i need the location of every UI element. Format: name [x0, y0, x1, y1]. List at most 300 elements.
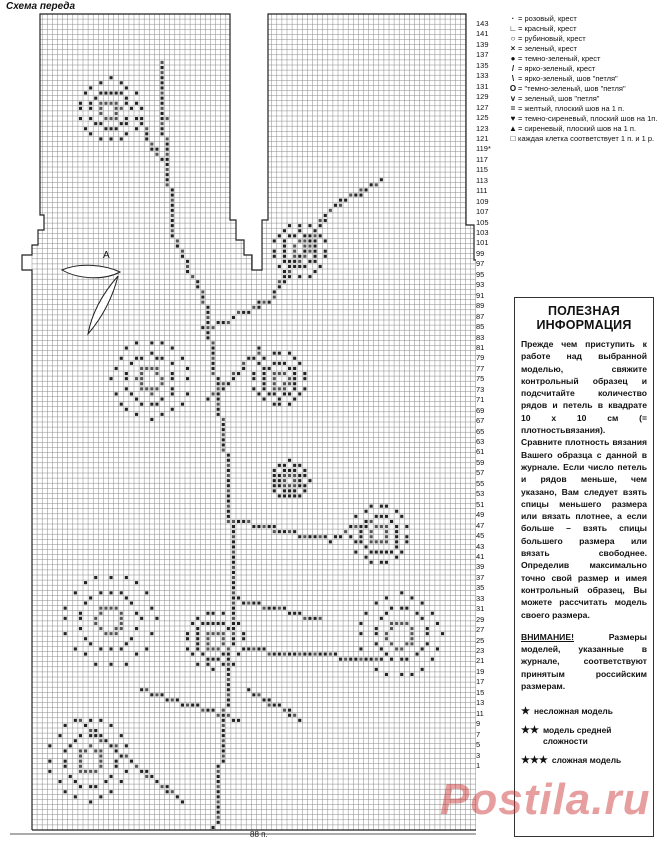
- filled-stitch-cell: [314, 234, 317, 237]
- filled-stitch-cell: [171, 377, 174, 380]
- filled-stitch-cell: [283, 494, 286, 497]
- filled-stitch-cell: [293, 250, 296, 253]
- filled-stitch-cell: [217, 800, 220, 803]
- filled-stitch-cell: [217, 647, 220, 650]
- filled-stitch-cell: [232, 586, 235, 589]
- filled-stitch-cell: [145, 132, 148, 135]
- filled-stitch-cell: [263, 372, 266, 375]
- filled-stitch-cell: [69, 775, 72, 778]
- filled-stitch-cell: [375, 627, 378, 630]
- filled-stitch-cell: [319, 234, 322, 237]
- filled-stitch-cell: [227, 658, 230, 661]
- legend-item: [508, 54, 658, 64]
- filled-stitch-cell: [64, 760, 67, 763]
- filled-stitch-cell: [206, 632, 209, 635]
- filled-stitch-cell: [431, 612, 434, 615]
- filled-stitch-cell: [59, 734, 62, 737]
- filled-stitch-cell: [171, 204, 174, 207]
- filled-stitch-cell: [150, 341, 153, 344]
- filled-stitch-cell: [161, 66, 164, 69]
- filled-stitch-cell: [232, 520, 235, 523]
- row-number: 101: [476, 238, 489, 248]
- filled-stitch-cell: [365, 658, 368, 661]
- filled-stitch-cell: [293, 489, 296, 492]
- filled-stitch-cell: [273, 382, 276, 385]
- filled-stitch-cell: [400, 647, 403, 650]
- filled-stitch-cell: [278, 265, 281, 268]
- filled-stitch-cell: [288, 265, 291, 268]
- filled-stitch-cell: [405, 622, 408, 625]
- filled-stitch-cell: [227, 484, 230, 487]
- filled-stitch-cell: [370, 505, 373, 508]
- filled-stitch-cell: [135, 102, 138, 105]
- filled-stitch-cell: [400, 607, 403, 610]
- filled-stitch-cell: [99, 81, 102, 84]
- filled-stitch-cell: [385, 551, 388, 554]
- filled-stitch-cell: [155, 153, 158, 156]
- filled-stitch-cell: [64, 617, 67, 620]
- filled-stitch-cell: [339, 204, 342, 207]
- filled-stitch-cell: [135, 92, 138, 95]
- filled-stitch-cell: [354, 515, 357, 518]
- filled-stitch-cell: [115, 107, 118, 110]
- filled-stitch-cell: [89, 729, 92, 732]
- filled-stitch-cell: [314, 255, 317, 258]
- filled-stitch-cell: [79, 719, 82, 722]
- filled-stitch-cell: [303, 239, 306, 242]
- filled-stitch-cell: [278, 234, 281, 237]
- filled-stitch-cell: [273, 479, 276, 482]
- filled-stitch-cell: [303, 535, 306, 538]
- filled-stitch-cell: [217, 770, 220, 773]
- filled-stitch-cell: [314, 245, 317, 248]
- filled-stitch-cell: [222, 637, 225, 640]
- open-circle-symbol: O: [509, 84, 517, 93]
- filled-stitch-cell: [232, 372, 235, 375]
- filled-stitch-cell: [278, 403, 281, 406]
- filled-stitch-cell: [283, 245, 286, 248]
- filled-stitch-cell: [161, 785, 164, 788]
- filled-stitch-cell: [120, 612, 123, 615]
- row-number: 77: [476, 363, 485, 373]
- filled-stitch-cell: [324, 219, 327, 222]
- legend-text: = ярко-зеленый, шов "петля": [518, 74, 618, 83]
- filled-stitch-cell: [104, 739, 107, 742]
- filled-stitch-cell: [232, 377, 235, 380]
- filled-stitch-cell: [120, 617, 123, 620]
- filled-stitch-cell: [176, 239, 179, 242]
- filled-stitch-cell: [227, 500, 230, 503]
- filled-stitch-cell: [257, 362, 260, 365]
- filled-stitch-cell: [247, 602, 250, 605]
- filled-stitch-cell: [99, 765, 102, 768]
- filled-stitch-cell: [206, 663, 209, 666]
- filled-stitch-cell: [421, 617, 424, 620]
- filled-stitch-cell: [278, 285, 281, 288]
- slash-symbol: /: [511, 64, 515, 73]
- filled-stitch-cell: [79, 627, 82, 630]
- filled-stitch-cell: [145, 591, 148, 594]
- filled-stitch-cell: [222, 744, 225, 747]
- filled-stitch-cell: [166, 173, 169, 176]
- filled-stitch-cell: [293, 357, 296, 360]
- filled-stitch-cell: [359, 194, 362, 197]
- row-number: 121: [476, 133, 489, 143]
- row-number: 137: [476, 50, 489, 60]
- filled-stitch-cell: [115, 392, 118, 395]
- filled-stitch-cell: [263, 698, 266, 701]
- square-symbol: □: [510, 134, 516, 143]
- filled-stitch-cell: [222, 443, 225, 446]
- filled-stitch-cell: [150, 143, 153, 146]
- filled-stitch-cell: [390, 642, 393, 645]
- star-icon: ★: [521, 706, 530, 718]
- row-number: 97: [476, 259, 485, 269]
- filled-stitch-cell: [283, 469, 286, 472]
- filled-stitch-cell: [385, 525, 388, 528]
- row-number: 109: [476, 196, 489, 206]
- filled-stitch-cell: [283, 229, 286, 232]
- filled-stitch-cell: [171, 372, 174, 375]
- filled-stitch-cell: [303, 372, 306, 375]
- info-warning: ВНИМАНИЕ! Размеры моделей, указанные в журнале, соответствуют принятым российским размерам.: [521, 631, 647, 692]
- filled-stitch-cell: [283, 255, 286, 258]
- filled-stitch-cell: [395, 622, 398, 625]
- filled-stitch-cell: [217, 785, 220, 788]
- filled-stitch-cell: [161, 81, 164, 84]
- filled-stitch-cell: [288, 459, 291, 462]
- filled-stitch-cell: [365, 545, 368, 548]
- filled-stitch-cell: [385, 653, 388, 656]
- filled-stitch-cell: [283, 275, 286, 278]
- filled-stitch-cell: [303, 245, 306, 248]
- filled-stitch-cell: [89, 744, 92, 747]
- filled-stitch-cell: [130, 362, 133, 365]
- filled-stitch-cell: [186, 367, 189, 370]
- filled-stitch-cell: [145, 775, 148, 778]
- filled-stitch-cell: [155, 148, 158, 151]
- filled-stitch-cell: [161, 693, 164, 696]
- row-number: 95: [476, 269, 485, 279]
- filled-stitch-cell: [150, 367, 153, 370]
- filled-stitch-cell: [278, 352, 281, 355]
- filled-stitch-cell: [74, 739, 77, 742]
- filled-stitch-cell: [349, 194, 352, 197]
- filled-stitch-cell: [145, 387, 148, 390]
- filled-stitch-cell: [99, 760, 102, 763]
- filled-stitch-cell: [370, 535, 373, 538]
- filled-stitch-cell: [288, 484, 291, 487]
- filled-stitch-cell: [370, 658, 373, 661]
- filled-stitch-cell: [349, 525, 352, 528]
- filled-stitch-cell: [166, 117, 169, 120]
- filled-stitch-cell: [324, 239, 327, 242]
- filled-stitch-cell: [314, 250, 317, 253]
- filled-stitch-cell: [278, 474, 281, 477]
- filled-stitch-cell: [319, 617, 322, 620]
- filled-stitch-cell: [201, 296, 204, 299]
- filled-stitch-cell: [150, 352, 153, 355]
- filled-stitch-cell: [222, 382, 225, 385]
- filled-stitch-cell: [257, 525, 260, 528]
- star-icon: ★★★: [521, 755, 548, 767]
- filled-stitch-cell: [283, 607, 286, 610]
- filled-stitch-cell: [150, 632, 153, 635]
- filled-stitch-cell: [125, 372, 128, 375]
- filled-stitch-cell: [329, 653, 332, 656]
- filled-stitch-cell: [171, 392, 174, 395]
- filled-stitch-cell: [130, 107, 133, 110]
- filled-stitch-cell: [319, 265, 322, 268]
- filled-stitch-cell: [161, 122, 164, 125]
- filled-stitch-cell: [217, 775, 220, 778]
- filled-stitch-cell: [232, 642, 235, 645]
- filled-stitch-cell: [283, 484, 286, 487]
- filled-stitch-cell: [324, 250, 327, 253]
- filled-stitch-cell: [186, 260, 189, 263]
- filled-stitch-cell: [227, 678, 230, 681]
- row-number: 141: [476, 29, 489, 39]
- row-number: 93: [476, 280, 485, 290]
- filled-stitch-cell: [359, 530, 362, 533]
- filled-stitch-cell: [222, 663, 225, 666]
- filled-stitch-cell: [155, 617, 158, 620]
- filled-stitch-cell: [334, 535, 337, 538]
- filled-stitch-cell: [166, 183, 169, 186]
- filled-stitch-cell: [227, 704, 230, 707]
- row-number: 67: [476, 416, 485, 426]
- filled-stitch-cell: [217, 714, 220, 717]
- filled-stitch-cell: [217, 765, 220, 768]
- filled-stitch-cell: [298, 479, 301, 482]
- row-number: 15: [476, 687, 485, 697]
- filled-stitch-cell: [176, 698, 179, 701]
- filled-stitch-cell: [232, 556, 235, 559]
- row-number: 111: [476, 186, 488, 196]
- row-number: 73: [476, 384, 485, 394]
- filled-stitch-cell: [171, 199, 174, 202]
- filled-stitch-cell: [186, 377, 189, 380]
- filled-stitch-cell: [298, 224, 301, 227]
- filled-stitch-cell: [99, 122, 102, 125]
- filled-stitch-cell: [135, 127, 138, 130]
- legend-item: [508, 74, 658, 84]
- filled-stitch-cell: [263, 301, 266, 304]
- filled-stitch-cell: [375, 658, 378, 661]
- filled-stitch-cell: [222, 632, 225, 635]
- filled-stitch-cell: [298, 265, 301, 268]
- filled-stitch-cell: [135, 627, 138, 630]
- filled-stitch-cell: [293, 464, 296, 467]
- filled-stitch-cell: [171, 362, 174, 365]
- filled-stitch-cell: [104, 117, 107, 120]
- filled-stitch-cell: [257, 392, 260, 395]
- filled-stitch-cell: [242, 637, 245, 640]
- filled-stitch-cell: [140, 117, 143, 120]
- filled-stitch-cell: [359, 647, 362, 650]
- ring-symbol: ○: [510, 34, 516, 43]
- filled-stitch-cell: [232, 551, 235, 554]
- equals-symbol: =: [510, 104, 516, 113]
- filled-stitch-cell: [120, 734, 123, 737]
- filled-stitch-cell: [314, 653, 317, 656]
- filled-stitch-cell: [334, 204, 337, 207]
- filled-stitch-cell: [273, 372, 276, 375]
- filled-stitch-cell: [206, 326, 209, 329]
- filled-stitch-cell: [222, 449, 225, 452]
- filled-stitch-cell: [421, 647, 424, 650]
- filled-stitch-cell: [400, 515, 403, 518]
- filled-stitch-cell: [115, 367, 118, 370]
- filled-stitch-cell: [171, 219, 174, 222]
- filled-stitch-cell: [140, 387, 143, 390]
- filled-stitch-cell: [380, 540, 383, 543]
- filled-stitch-cell: [421, 602, 424, 605]
- filled-stitch-cell: [161, 377, 164, 380]
- filled-stitch-cell: [84, 749, 87, 752]
- filled-stitch-cell: [130, 392, 133, 395]
- row-number: 105: [476, 217, 489, 227]
- filled-stitch-cell: [416, 653, 419, 656]
- filled-stitch-cell: [252, 357, 255, 360]
- filled-stitch-cell: [227, 494, 230, 497]
- filled-stitch-cell: [324, 653, 327, 656]
- filled-stitch-cell: [181, 800, 184, 803]
- filled-stitch-cell: [150, 148, 153, 151]
- row-number: 17: [476, 677, 485, 687]
- filled-stitch-cell: [115, 744, 118, 747]
- filled-stitch-cell: [206, 612, 209, 615]
- filled-stitch-cell: [232, 576, 235, 579]
- filled-stitch-cell: [110, 775, 113, 778]
- filled-stitch-cell: [89, 734, 92, 737]
- filled-stitch-cell: [171, 408, 174, 411]
- filled-stitch-cell: [166, 158, 169, 161]
- filled-stitch-cell: [288, 474, 291, 477]
- filled-stitch-cell: [79, 102, 82, 105]
- filled-stitch-cell: [79, 755, 82, 758]
- filled-stitch-cell: [222, 612, 225, 615]
- row-number: 19: [476, 666, 485, 676]
- filled-stitch-cell: [421, 668, 424, 671]
- filled-stitch-cell: [79, 117, 82, 120]
- filled-stitch-cell: [94, 576, 97, 579]
- filled-stitch-cell: [110, 790, 113, 793]
- filled-stitch-cell: [232, 591, 235, 594]
- row-number: 59: [476, 457, 485, 467]
- filled-stitch-cell: [166, 790, 169, 793]
- filled-stitch-cell: [212, 372, 215, 375]
- filled-stitch-cell: [293, 474, 296, 477]
- filled-stitch-cell: [104, 92, 107, 95]
- filled-stitch-cell: [94, 617, 97, 620]
- filled-stitch-cell: [166, 143, 169, 146]
- filled-stitch-cell: [94, 734, 97, 737]
- filled-stitch-cell: [140, 382, 143, 385]
- filled-stitch-cell: [212, 392, 215, 395]
- filled-stitch-cell: [140, 122, 143, 125]
- filled-stitch-cell: [247, 647, 250, 650]
- filled-stitch-cell: [135, 398, 138, 401]
- filled-stitch-cell: [217, 816, 220, 819]
- filled-stitch-cell: [385, 637, 388, 640]
- filled-stitch-cell: [130, 637, 133, 640]
- filled-stitch-cell: [89, 719, 92, 722]
- filled-stitch-cell: [186, 704, 189, 707]
- filled-stitch-cell: [293, 653, 296, 656]
- filled-stitch-cell: [242, 520, 245, 523]
- filled-stitch-cell: [115, 92, 118, 95]
- filled-stitch-cell: [99, 591, 102, 594]
- filled-stitch-cell: [263, 647, 266, 650]
- filled-stitch-cell: [201, 326, 204, 329]
- filled-stitch-cell: [135, 117, 138, 120]
- filled-stitch-cell: [263, 398, 266, 401]
- filled-stitch-cell: [426, 642, 429, 645]
- filled-stitch-cell: [324, 214, 327, 217]
- difficulty-item: [521, 725, 647, 747]
- filled-stitch-cell: [227, 454, 230, 457]
- filled-stitch-cell: [161, 102, 164, 105]
- filled-stitch-cell: [161, 97, 164, 100]
- filled-stitch-cell: [99, 607, 102, 610]
- filled-stitch-cell: [227, 693, 230, 696]
- filled-stitch-cell: [135, 377, 138, 380]
- filled-stitch-cell: [166, 148, 169, 151]
- filled-stitch-cell: [166, 153, 169, 156]
- filled-stitch-cell: [99, 719, 102, 722]
- filled-stitch-cell: [94, 785, 97, 788]
- filled-stitch-cell: [298, 239, 301, 242]
- filled-stitch-cell: [84, 724, 87, 727]
- row-number: 139: [476, 39, 489, 49]
- filled-stitch-cell: [206, 306, 209, 309]
- difficulty-text: несложная модель: [533, 706, 613, 717]
- filled-stitch-cell: [196, 647, 199, 650]
- filled-stitch-cell: [104, 607, 107, 610]
- filled-stitch-cell: [308, 250, 311, 253]
- filled-stitch-cell: [395, 647, 398, 650]
- filled-stitch-cell: [257, 301, 260, 304]
- filled-stitch-cell: [298, 612, 301, 615]
- filled-stitch-cell: [303, 484, 306, 487]
- row-number: 85: [476, 322, 485, 332]
- filled-stitch-cell: [380, 505, 383, 508]
- filled-stitch-cell: [278, 494, 281, 497]
- filled-stitch-cell: [390, 607, 393, 610]
- filled-stitch-cell: [201, 709, 204, 712]
- filled-stitch-cell: [161, 61, 164, 64]
- filled-stitch-cell: [94, 729, 97, 732]
- legend-item: [508, 64, 658, 74]
- row-number: 21: [476, 656, 485, 666]
- row-number: 33: [476, 593, 485, 603]
- filled-stitch-cell: [212, 326, 215, 329]
- row-number: 45: [476, 531, 485, 541]
- heart-symbol: ♥: [510, 114, 516, 123]
- filled-stitch-cell: [217, 632, 220, 635]
- filled-stitch-cell: [171, 790, 174, 793]
- filled-stitch-cell: [171, 194, 174, 197]
- filled-stitch-cell: [227, 668, 230, 671]
- filled-stitch-cell: [273, 362, 276, 365]
- filled-stitch-cell: [125, 132, 128, 135]
- filled-stitch-cell: [171, 229, 174, 232]
- filled-stitch-cell: [303, 617, 306, 620]
- filled-stitch-cell: [161, 132, 164, 135]
- row-number: 1: [476, 760, 481, 770]
- filled-stitch-cell: [222, 724, 225, 727]
